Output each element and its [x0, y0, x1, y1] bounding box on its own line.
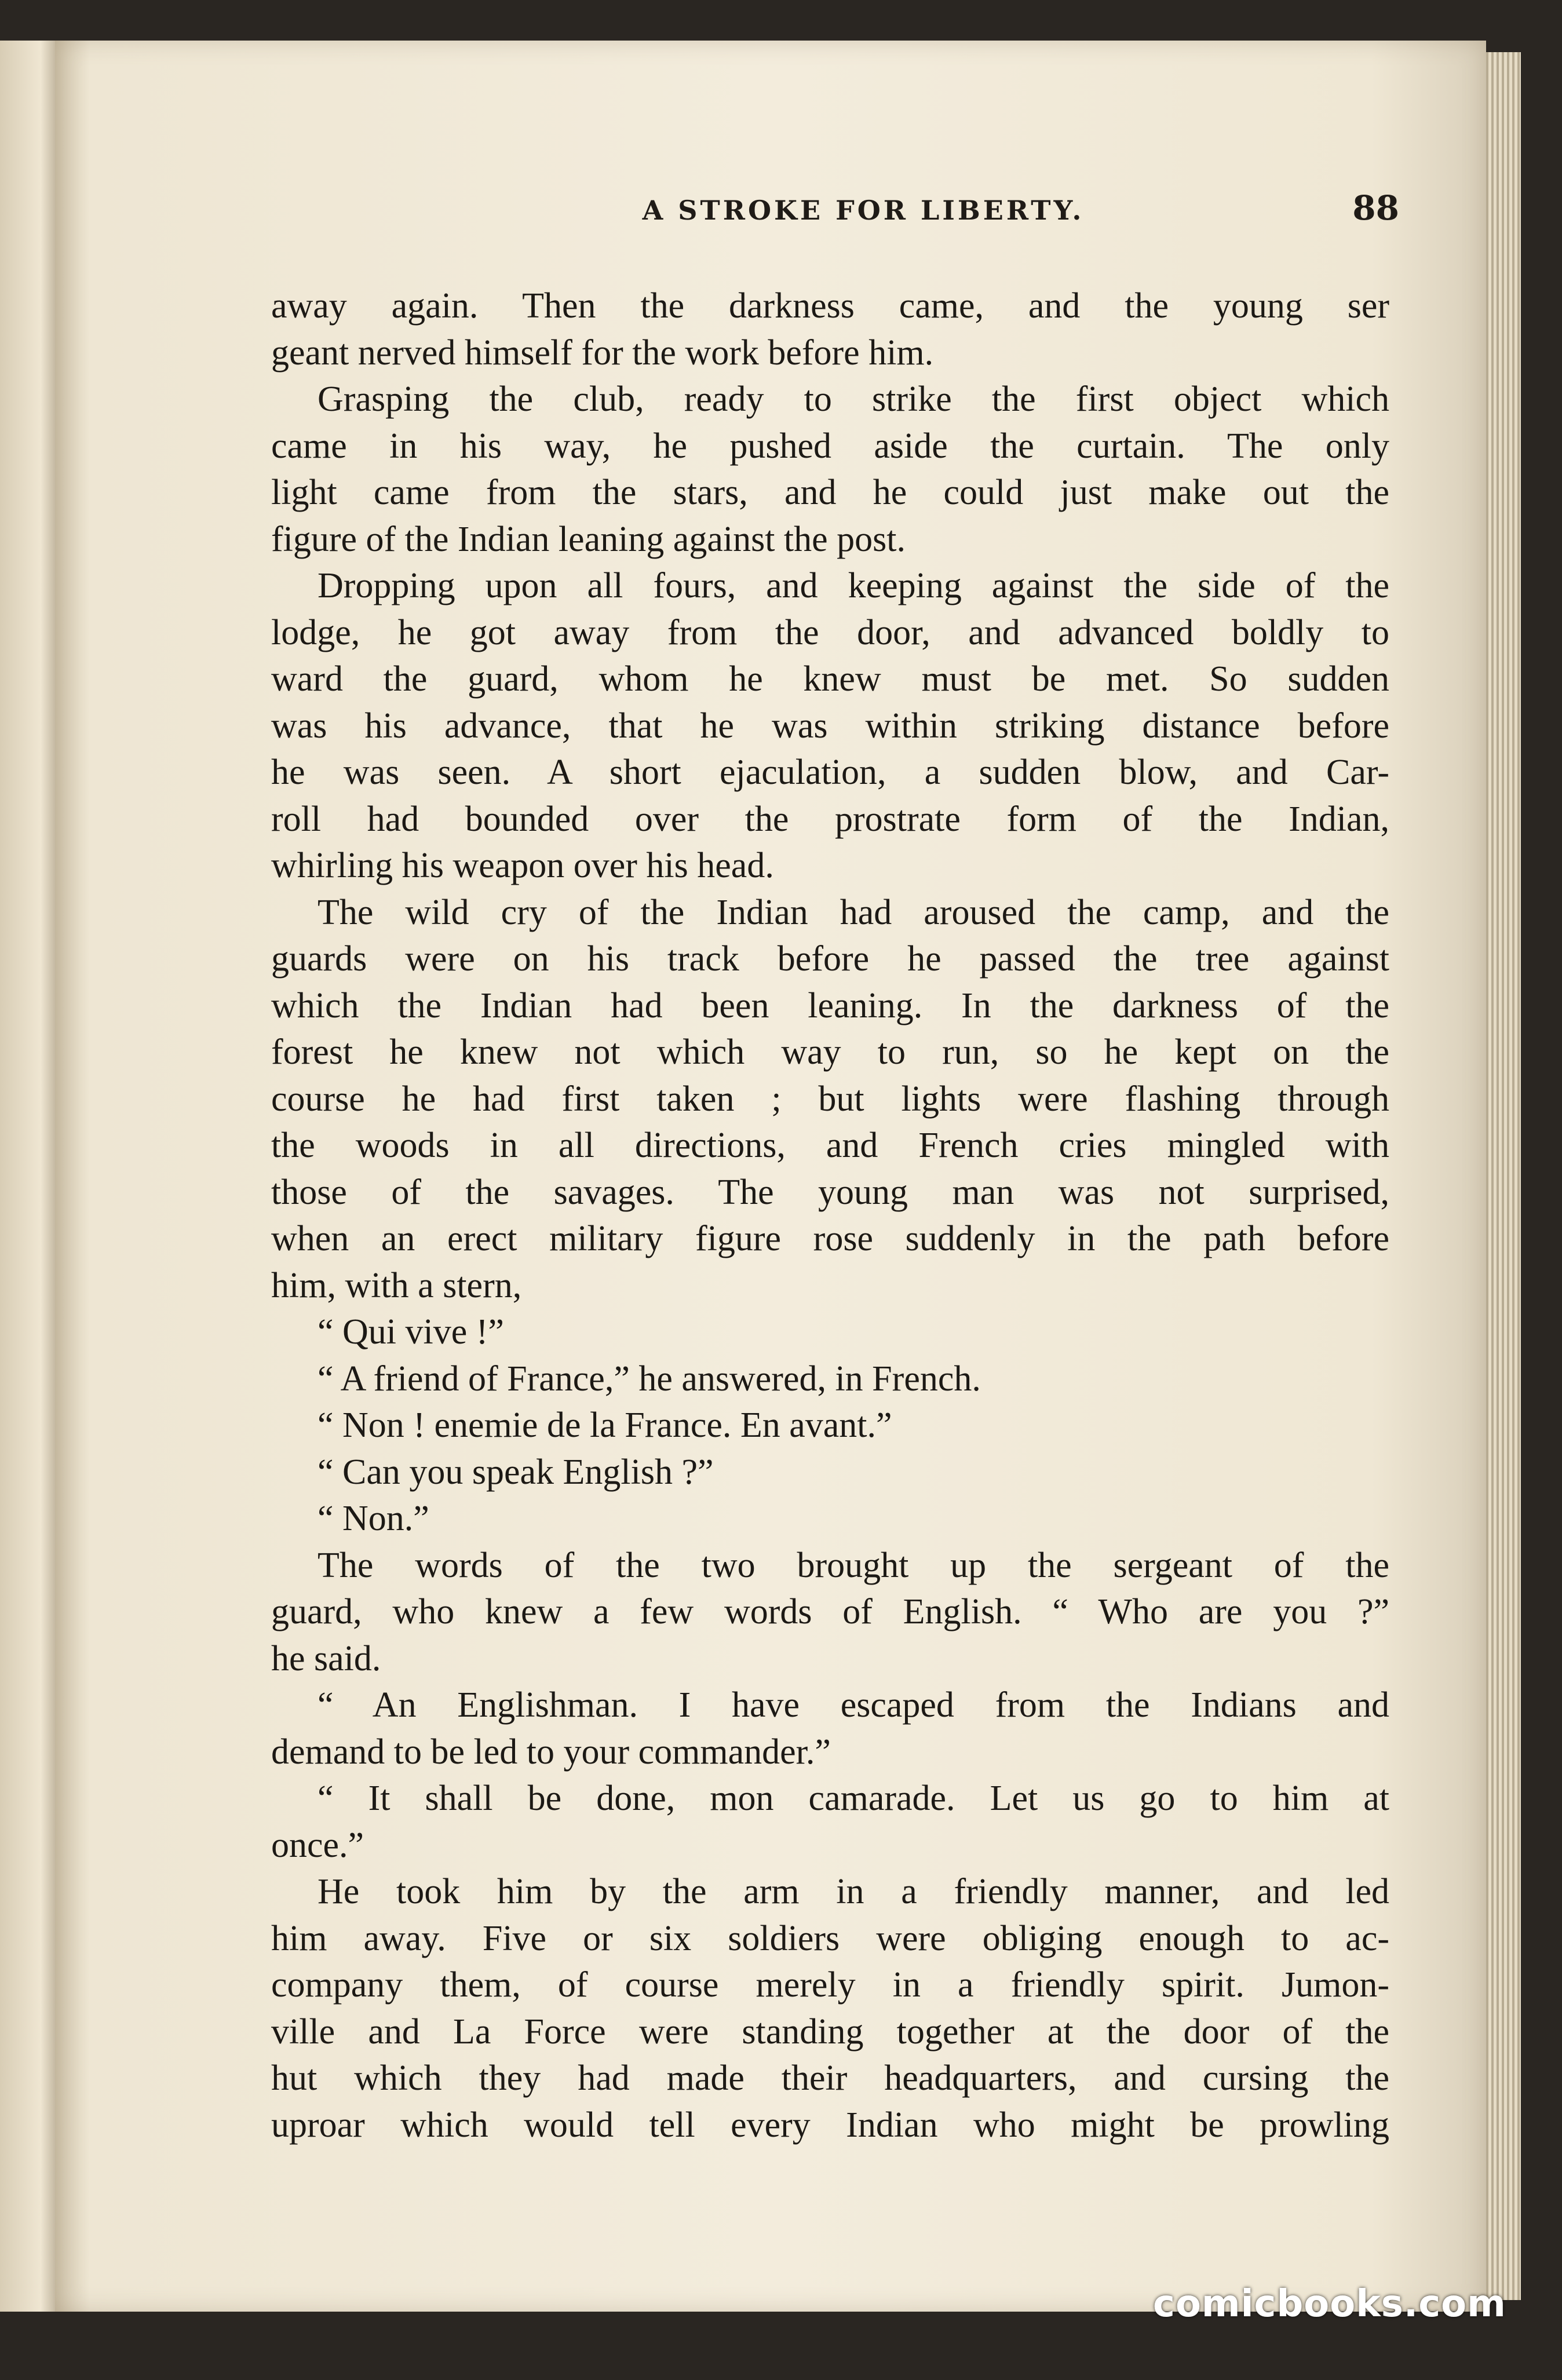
text-line: “ It shall be done, mon camarade. Let us go to him at — [317, 1779, 1389, 1818]
text-line: hut which they had made their headquarters, and cursing the — [271, 2058, 1389, 2098]
text-line: which the Indian had been leaning. In the darkness of the — [271, 985, 1389, 1025]
text-line: once.” — [271, 1825, 364, 1865]
text-line: lodge, he got away from the door, and advanced boldly to — [271, 612, 1389, 652]
text-line: away again. Then the darkness came, and the young ser — [271, 286, 1389, 326]
text-line: demand to be led to your commander.” — [271, 1732, 831, 1772]
text-line: He took him by the arm in a friendly manner, and led — [317, 1872, 1389, 1911]
text-line: was his advance, that he was within striking distance before — [271, 706, 1389, 746]
text-line: uproar which would tell every Indian who might be prowling — [271, 2105, 1389, 2145]
text-line: geant nerved himself for the work before him. — [271, 333, 934, 373]
text-line: “ Can you speak English ?” — [317, 1452, 714, 1492]
text-line: the woods in all directions, and French cries mingled with — [271, 1126, 1389, 1165]
text-line: “ An Englishman. I have escaped from the Indians and — [317, 1685, 1389, 1725]
watermark-logo: comicbooks.com — [1153, 2283, 1506, 2326]
text-line: course he had first taken ; but lights were flashing through — [271, 1079, 1389, 1119]
text-line: Dropping upon all fours, and keeping against the side of the — [317, 566, 1389, 605]
text-line: when an erect military figure rose suddenly in the path before — [271, 1219, 1389, 1258]
text-line: those of the savages. The young man was not surprised, — [271, 1172, 1389, 1212]
text-line: “ A friend of France,” he answered, in French. — [317, 1359, 981, 1399]
text-line: The wild cry of the Indian had aroused the camp, and the — [317, 892, 1389, 932]
page-stack-edge — [1486, 52, 1521, 2300]
text-line: guards were on his track before he passed the tree against — [271, 939, 1389, 979]
text-line: ward the guard, whom he knew must be met. So sudden — [271, 659, 1389, 699]
text-line: ville and La Force were standing together at the door of the — [271, 2012, 1389, 2052]
text-line: company them, of course merely in a friendly spirit. Jumon- — [271, 1965, 1389, 2005]
text-line: he was seen. A short ejaculation, a sudden blow, and Car- — [271, 753, 1389, 792]
facing-page-edge — [0, 41, 58, 2312]
text-line: light came from the stars, and he could just make out the — [271, 473, 1389, 512]
text-line: him away. Five or six soldiers were obliging enough to ac- — [271, 1918, 1389, 1958]
text-line: he said. — [271, 1638, 381, 1678]
text-line: him, with a stern, — [271, 1265, 522, 1305]
text-line: The words of the two brought up the sergeant of the — [317, 1545, 1389, 1585]
body-text — [271, 283, 1389, 2177]
text-line: came in his way, he pushed aside the curtain. The only — [271, 426, 1389, 466]
text-line: “ Non ! enemie de la France. En avant.” — [317, 1406, 892, 1445]
text-line: Grasping the club, ready to strike the first object which — [317, 379, 1389, 419]
text-line: whirling his weapon over his head. — [271, 846, 774, 885]
text-line: roll had bounded over the prostrate form of the Indian, — [271, 799, 1389, 839]
text-line: guard, who knew a few words of English. “ Who are you ?” — [271, 1592, 1389, 1631]
text-line: “ Non.” — [317, 1499, 429, 1538]
text-line: “ Qui vive !” — [317, 1312, 504, 1352]
running-head: A STROKE FOR LIBERTY. — [642, 195, 1085, 226]
page-number: 88 — [1352, 188, 1399, 228]
text-line: forest he knew not which way to run, so he kept on the — [271, 1032, 1389, 1072]
text-line: figure of the Indian leaning against the post. — [271, 519, 906, 559]
